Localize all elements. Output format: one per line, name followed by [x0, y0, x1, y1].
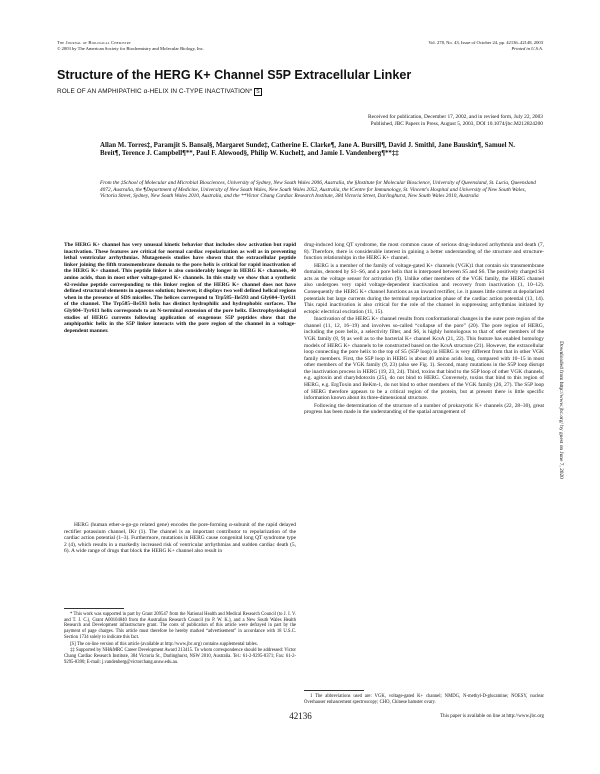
availability-line[interactable]: This paper is available on line at http://www.jbc.org — [440, 714, 544, 719]
footnotes-left — [64, 612, 296, 666]
footnotes-right — [304, 694, 544, 705]
affiliations: From the ‡School of Molecular and Microbial Biosciences, University of Sydney, New South Wales 2006, Australia, the §Institute for Molecular Bioscience, University of Queensland, St. Lucia, Queensland 4072, Australia, the ¶Department of Medicine, University of New South Wales, New South Wales 2052, Australia, the ‖Centre for Immunology, St. Vincent's Hospital and University of New South Wales, Victoria Street, Sydney, New South Wales 2010, Australia, and the **Victor Chang Cardiac Research Institute, 384 Victoria Street, Darlinghurst, New South Wales 2010, Australia — [100, 180, 536, 199]
volume-line: Vol. 278, No. 43, Issue of October 24, pp. 42136–42148, 2003 — [428, 40, 543, 45]
subtitle-text: ROLE OF AN AMPHIPATHIC α-HELIX IN C-TYPE INACTIVATION* — [57, 88, 253, 95]
printed-line: Printed in U.S.A. — [511, 45, 543, 51]
body-paragraph: Following the determination of the structure of a number of prokaryotic K+ channels (22, 28–30), great progress has been made in the understanding of the spatial arrangement of — [304, 402, 544, 416]
footnote-divider-right — [304, 690, 364, 691]
footnote-funding: * This work was supported in part by Grant 209547 from the National Health and Medical Research Council (to J. I. V. and T. J. C.), Grant A00104040 from the Australian Research Council (to P. W. K.), and a New South Wales Health Research and Development infrastructure grant. The costs of publication of this article were defrayed in part by the payment of page charges. This article must therefore be hereby marked “advertisement” in accordance with 18 U.S.C. Section 1734 solely to indicate this fact. — [64, 612, 296, 640]
article-title: Structure of the HERG K+ Channel S5P Extracellular Linker — [57, 68, 412, 82]
footnote-supplemental: [S] The on-line version of this article (available at http://www.jbc.org) contains supplemental tables. — [70, 641, 258, 647]
intro-paragraph: HERG (human ether-a-go-go related gene) encodes the pore-forming α-subunit of the rapid delayed rectifier potassium channel, IKr (1). The channel is an important contributor to repolarization of the cardiac action potential (1–3). Furthermore, mutations in HERG cause congenital long QT syndrome type 2 (4), which results in a markedly increased risk of ventricular arrhythmias and sudden cardiac death (5, 6). A wide range of drugs that block the HERG K+ channel also result in — [64, 522, 296, 555]
journal-name: The Journal of Biological Chemistry — [57, 40, 132, 45]
body-paragraph: Inactivation of the HERG K+ channel results from conformational changes in the outer pore region of the channel (11, 12, 16–19) and involves so-called “collapse of the pore” (20). The pore region of HERG, including the pore helix, a selectivity filter, and S6, is highly homologous to that of other members of the VGK family (8, 9) as well as to the bacterial K+ channel KcsA (21, 22). This feature has enabled homology models of HERG K+ channels to be constructed based on the KcsA structure (21). However, the extracellular loop connecting the pore helix to the top of S5 (S5P loop) in HERG is very different from that in other VGK family members. First, the S5P loop in HERG is about 40 amino acids long, compared with 10–15 in most other members of the VGK family (9, 23) (also see Fig. 1). Second, many mutations in the S5P loop disrupt the inactivation process in HERG (19, 23, 24). Third, toxins that bind to the S5P loop of other VGK channels, e.g. agitoxin and charybdotoxin (25), do not bind to HERG. Conversely, toxins that bind to this region of HERG, e.g. ErgToxin and BeKm-1, do not bind to other members of the VGK family (26, 27). The S5P loop of HERG therefore appears to be a critical region of the protein, but at present there is little specific information known about its three-dimensional structure. — [304, 316, 544, 402]
body-paragraph: HERG is a member of the family of voltage-gated K+ channels (VGK)1 that contain six transmembrane domains, denoted by S1–S6, and a pore helix that is interposed between S5 and S6. The positively charged S4 acts as the voltage sensor for activation (9). Unlike other members of the VGK family, the HERG channel also undergoes very rapid voltage-dependent inactivation and recovery from inactivation (1, 10–12). Consequently the HERG K+ channel functions as an inward rectifier, i.e. it passes little current at depolarized potentials but large currents during the terminal repolarization phase of the cardiac action potential (13, 14). This rapid inactivation is also critical for the role of the channel in suppressing arrhythmias initiated by ectopic electrical excitation (11, 15). — [304, 262, 544, 315]
received-line: Received for publication, December 17, 2002, and in revised form, July 22, 2003 — [367, 114, 543, 120]
copyright-line: © 2003 by The American Society for Biochemistry and Molecular Biology, Inc. — [57, 45, 204, 51]
right-column — [304, 242, 544, 417]
author-list: Allan M. Torres‡, Paramjit S. Bansal§, Margaret Sunde‡, Catherine E. Clarke¶, Jane A. Bursill¶, David J. Smith‖, Jane Bauskin¶, Samuel N. Breit¶, Terence J. Campbell¶**, Paul F. Alewood§, Philip W. Kuchel‡, and Jamie I. Vandenberg¶**‡‡ — [100, 142, 515, 158]
issue-header — [428, 40, 543, 51]
journal-header — [57, 40, 204, 51]
footnote-abbreviations: 1 The abbreviations used are: VGK, voltage-gated K+ channel; NMDG, N-methyl-D-glucamine; NOESY, nuclear Overhauser enhancement spectroscopy; CHO, Chinese hamster ovary. — [304, 694, 544, 705]
abstract: The HERG K+ channel has very unusual kinetic behavior that includes slow activation but rapid inactivation. These features are critical for normal cardiac repolarization as well as in preventing lethal ventricular arrhythmias. Mutagenesis studies have shown that the extracellular peptide linker joining the fifth transmembrane domain to the pore helix is critical for rapid inactivation of the HERG K+ channel. This peptide linker is also considerably longer in HERG K+ channels, 40 amino acids, than in most other voltage-gated K+ channels. In this study we show that a synthetic 42-residue peptide corresponding to this linker region of the HERG K+ channel does not have defined structural elements in aqueous solution; however, it displays two well defined helical regions when in the presence of SDS micelles. The helices correspond to Trp585–Ile593 and Gly604–Tyr611 of the channel. The Trp585–Ile593 helix has distinct hydrophilic and hydrophobic surfaces. The Gly604–Tyr611 helix corresponds to an N-terminal extension of the pore helix. Electrophysiological studies of HERG currents following application of exogenous S5P peptides show that the amphipathic helix in the S5P linker interacts with the pore region of the channel in a voltage-dependent manner. — [64, 242, 296, 334]
download-sidebar — [556, 245, 566, 575]
body-paragraph: drug-induced long QT syndrome, the most common cause of serious drug-induced arrhythmia and death (7, 8). Therefore, there is considerable interest in gaining a better understanding of the structure and structure-function relationships in the HERG K+ channel. — [304, 242, 544, 262]
introduction — [64, 522, 296, 555]
footnote-divider — [64, 608, 124, 609]
article-subtitle — [57, 88, 262, 96]
download-notice[interactable]: Downloaded from http://www.jbc.org/ by guest on June 7, 2020 — [558, 341, 564, 479]
publication-dates — [183, 114, 543, 127]
page-number: 42136 — [289, 711, 312, 721]
published-line: Published, JBC Papers in Press, August 5, 2003, DOI 10.1074/jbc.M212824200 — [370, 120, 543, 127]
footnote-correspondence: ‡‡ Supported by NH&MRC Career Development Award 213415. To whom correspondence should be addressed: Victor Chang Cardiac Research Institute, 384 Victoria St., Darlinghurst, NSW 2010, Australia. Tel.: 61-2-9295-8371; Fax: 61-2-9295-8390; E-mail: j.vandenberg@victorchang.unsw.edu.au. — [64, 648, 296, 665]
supplemental-badge[interactable]: S — [256, 89, 260, 95]
page-footer — [57, 711, 544, 724]
